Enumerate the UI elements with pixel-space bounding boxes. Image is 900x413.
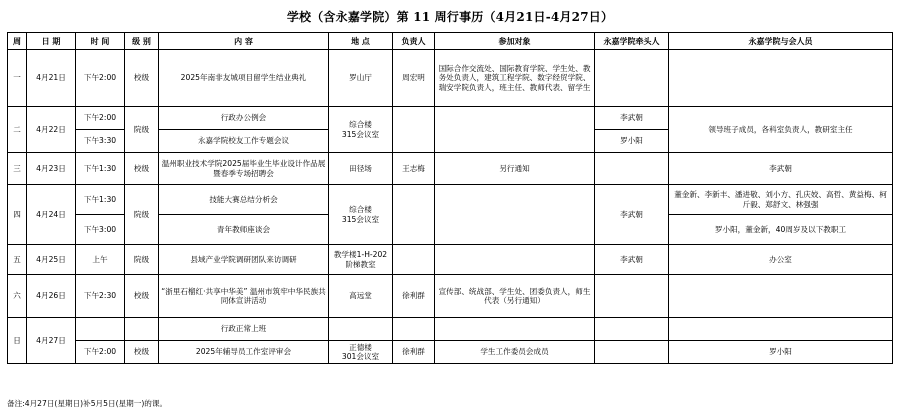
yj-lead-cell (595, 318, 669, 341)
schedule-table (7, 32, 893, 364)
col-header-yj-attendees: 永嘉学院与会人员 (669, 33, 893, 50)
participants-cell (435, 318, 595, 341)
date-cell: 4月27日 (27, 318, 76, 364)
time-cell: 下午2:00 (76, 341, 125, 364)
table-header-row (8, 33, 893, 50)
place-cell (329, 318, 393, 341)
yj-lead-cell (595, 275, 669, 318)
week-cell: 六 (8, 275, 27, 318)
owner-cell: 王志梅 (393, 153, 435, 185)
date-cell: 4月25日 (27, 245, 76, 275)
place-cell: 罗山厅 (329, 50, 393, 107)
yj-lead-cell (595, 341, 669, 364)
yj-attendees-cell (669, 50, 893, 107)
content-cell: 2025年辅导员工作室评审会 (159, 341, 329, 364)
time-cell: 下午3:00 (76, 215, 125, 245)
level-cell: 校级 (125, 275, 159, 318)
place-cell: 教学楼1-H-202 阶梯教室 (329, 245, 393, 275)
footnote: 备注:4月27日(星期日)补5月5日(星期一)的课。 (7, 399, 168, 408)
owner-cell (393, 245, 435, 275)
yj-attendees-cell: 罗小阳 (669, 341, 893, 364)
date-cell: 4月22日 (27, 107, 76, 153)
table-row (8, 245, 893, 275)
owner-cell: 徐利群 (393, 275, 435, 318)
week-cell: 四 (8, 185, 27, 245)
content-cell: 2025年南非友城项目留学生结业典礼 (159, 50, 329, 107)
level-cell: 院级 (125, 107, 159, 153)
week-cell: 五 (8, 245, 27, 275)
col-header-place: 地 点 (329, 33, 393, 50)
col-header-date: 日 期 (27, 33, 76, 50)
time-cell: 下午1:30 (76, 153, 125, 185)
col-header-yj-lead: 永嘉学院牵头人 (595, 33, 669, 50)
content-cell: 青年教师座谈会 (159, 215, 329, 245)
level-cell (125, 318, 159, 341)
time-cell: 下午2:30 (76, 275, 125, 318)
owner-cell (393, 318, 435, 341)
time-cell: 下午2:00 (76, 50, 125, 107)
participants-cell: 另行通知 (435, 153, 595, 185)
content-cell: 县域产业学院调研团队来访调研 (159, 245, 329, 275)
yj-lead-cell: 李武朝 (595, 185, 669, 245)
table-row (8, 153, 893, 185)
content-cell: 行政正常上班 (159, 318, 329, 341)
date-cell: 4月24日 (27, 185, 76, 245)
page-title: 学校（含永嘉学院）第 11 周行事历（4月21日-4月27日） (286, 10, 614, 24)
table-row (8, 107, 893, 130)
level-cell: 校级 (125, 153, 159, 185)
week-cell: 日 (8, 318, 27, 364)
level-cell: 院级 (125, 185, 159, 245)
time-cell: 下午3:30 (76, 130, 125, 153)
time-cell: 下午1:30 (76, 185, 125, 215)
time-cell: 上午 (76, 245, 125, 275)
level-cell: 校级 (125, 50, 159, 107)
table-row (8, 275, 893, 318)
place-cell: 综合楼 315会议室 (329, 185, 393, 245)
week-cell: 一 (8, 50, 27, 107)
owner-cell: 徐利群 (393, 341, 435, 364)
participants-cell: 宣传部、统战部、学生处、团委负责人，师生代表（另行通知） (435, 275, 595, 318)
table-row (8, 185, 893, 215)
participants-cell (435, 107, 595, 153)
col-header-time: 时 间 (76, 33, 125, 50)
date-cell: 4月26日 (27, 275, 76, 318)
col-header-level: 级 别 (125, 33, 159, 50)
participants-cell (435, 245, 595, 275)
content-cell: 技能大赛总结分析会 (159, 185, 329, 215)
content-cell: 行政办公例会 (159, 107, 329, 130)
time-cell (76, 318, 125, 341)
week-cell: 三 (8, 153, 27, 185)
content-cell: 温州职业技术学院2025届毕业生毕业设计作品展暨春季专场招聘会 (159, 153, 329, 185)
week-cell: 二 (8, 107, 27, 153)
level-cell: 院级 (125, 245, 159, 275)
yj-attendees-cell (669, 318, 893, 341)
yj-lead-cell: 罗小阳 (595, 130, 669, 153)
owner-cell: 周宏明 (393, 50, 435, 107)
place-cell: 田径场 (329, 153, 393, 185)
yj-lead-cell: 李武朝 (595, 107, 669, 130)
yj-attendees-cell: 领导班子成员，各科室负责人，教研室主任 (669, 107, 893, 153)
owner-cell (393, 107, 435, 153)
place-cell: 综合楼 315会议室 (329, 107, 393, 153)
owner-cell (393, 185, 435, 245)
time-cell: 下午2:00 (76, 107, 125, 130)
yj-attendees-cell (669, 275, 893, 318)
col-header-week: 周 (8, 33, 27, 50)
yj-attendees-cell: 董金新、李新丰、潘进敬、刘小方、孔庆姣、高哲、黄益梅、柯斤毅、郑舒文、林强强 (669, 185, 893, 215)
content-cell: “浙里石榴红·共享中华美” 温州市筑牢中华民族共同体宣讲活动 (159, 275, 329, 318)
yj-attendees-cell: 罗小阳，董金新，40周岁及以下教职工 (669, 215, 893, 245)
place-cell: 正德楼 301会议室 (329, 341, 393, 364)
level-cell: 校级 (125, 341, 159, 364)
date-cell: 4月23日 (27, 153, 76, 185)
table-row (8, 341, 893, 364)
place-cell: 高远堂 (329, 275, 393, 318)
yj-attendees-cell: 办公室 (669, 245, 893, 275)
col-header-content: 内 容 (159, 33, 329, 50)
table-row (8, 318, 893, 341)
yj-lead-cell (595, 153, 669, 185)
participants-cell (435, 185, 595, 245)
yj-lead-cell: 李武朝 (595, 245, 669, 275)
yj-lead-cell (595, 50, 669, 107)
col-header-participants: 参加对象 (435, 33, 595, 50)
content-cell: 永嘉学院校友工作专题会议 (159, 130, 329, 153)
col-header-owner: 负责人 (393, 33, 435, 50)
date-cell: 4月21日 (27, 50, 76, 107)
participants-cell: 学生工作委员会成员 (435, 341, 595, 364)
table-row (8, 50, 893, 107)
participants-cell: 国际合作交流处、国际教育学院、学生处、教务处负责人，建筑工程学院、数字经贸学院、瑞安学院负责人，班主任、教师代表、留学生 (435, 50, 595, 107)
yj-attendees-cell: 李武朝 (669, 153, 893, 185)
